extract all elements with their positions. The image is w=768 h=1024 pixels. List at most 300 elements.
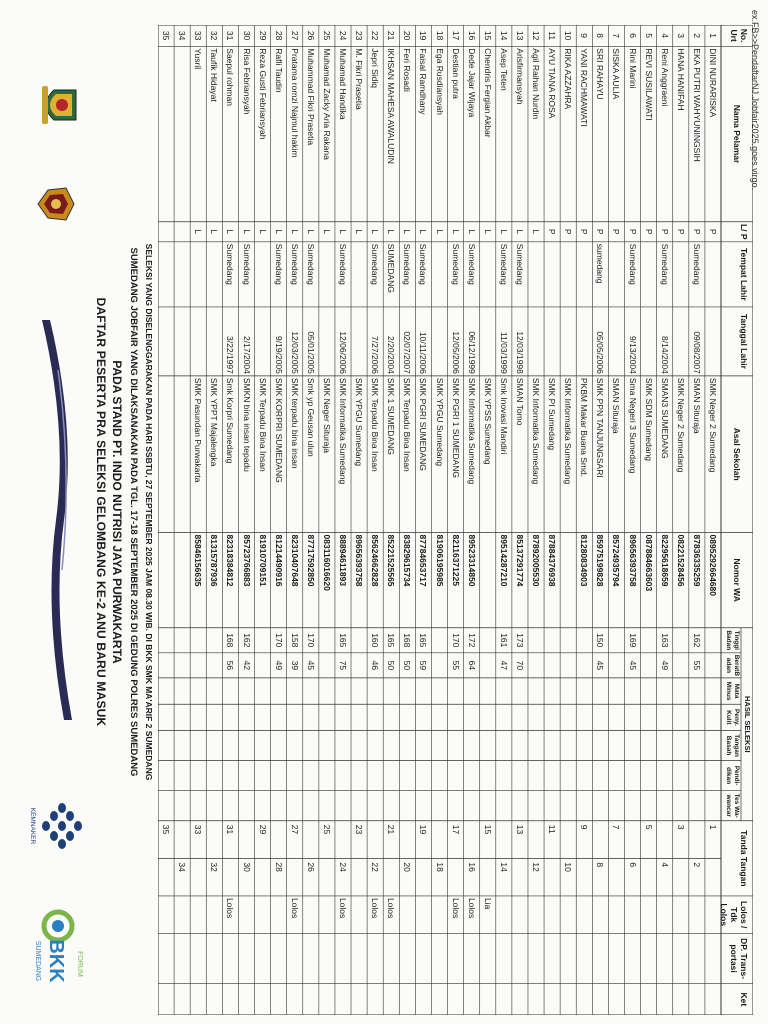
cell-wa: 85846156635 xyxy=(193,534,204,587)
cell-lp: L xyxy=(402,229,413,235)
cell-wa: 85624662828 xyxy=(370,534,381,587)
cell-wa: 85137291774 xyxy=(514,534,525,587)
cell-wa: 82116371225 xyxy=(450,534,461,587)
cell-lp: L xyxy=(289,229,300,235)
cell-nama: Faisal Ramdhany xyxy=(418,48,429,115)
cell-nama: Pratama romzi Najmul hakim xyxy=(289,48,300,158)
cell-wa: 81906195985 xyxy=(434,534,445,587)
column-header-wa: Nomor WA xyxy=(732,558,742,602)
signature-slot-number: 14 xyxy=(498,862,509,872)
signature-slot-number: 32 xyxy=(209,862,220,872)
cell-no: 19 xyxy=(418,30,429,41)
signature-slot-number: 21 xyxy=(386,824,397,835)
cell-nama: Rafli Taudin xyxy=(273,48,284,93)
cell-no: 17 xyxy=(450,30,461,41)
cell-no: 13 xyxy=(514,30,525,41)
column-header-ket: Ket xyxy=(739,992,749,1007)
signature-slot-number: 22 xyxy=(370,862,381,872)
cell-no: 9 xyxy=(579,33,590,39)
cell-tgl: 9/19/2005 xyxy=(273,336,284,374)
bkk-text: BKK xyxy=(45,939,67,983)
cell-nama: M. Fikri Prasetia xyxy=(354,48,365,110)
signature-slot-number: 4 xyxy=(659,862,670,868)
cell-no: 15 xyxy=(482,30,493,41)
cell-tgl xyxy=(560,309,576,374)
cell-wa: 88894611893 xyxy=(338,534,349,587)
signature-slot-number: 16 xyxy=(466,862,477,872)
cell-tgl: 8/14/2004 xyxy=(659,336,670,374)
cell-no: 31 xyxy=(225,30,236,41)
cell-lp: L xyxy=(514,229,525,235)
cell-nama: Feri Rosadi xyxy=(402,48,413,92)
cell-nama: IKHSAN MAHESA AWALUDIN xyxy=(386,48,397,164)
cell-no: 7 xyxy=(611,33,622,39)
cell-tempat: SUMEDANG xyxy=(386,243,397,293)
signature-slot-number: 17 xyxy=(450,824,461,835)
cell-tempat: sumedang xyxy=(595,243,606,284)
column-header-tangan: Tangan Basah xyxy=(725,734,740,757)
cell-lp: L xyxy=(466,229,477,235)
cell-tempat xyxy=(705,244,721,305)
cell-tb xyxy=(608,630,624,651)
cell-nama: Chendris Fergian Akbar xyxy=(482,48,493,138)
cell-tempat: Sumedang xyxy=(691,243,702,285)
cell-sekolah xyxy=(158,378,174,531)
cell-tgl: 12/03/2005 xyxy=(289,331,300,374)
cell-lolos xyxy=(544,898,560,932)
cell-no: 10 xyxy=(563,30,574,41)
cell-no: 30 xyxy=(241,30,252,41)
cell-bb: 70 xyxy=(514,660,525,671)
cell-wa: 89656393758 xyxy=(354,534,365,587)
cell-bb xyxy=(673,655,689,676)
doc-title-line4: SELEKSI YANG DISELENGGARAKAN PADA HARI SSBTU, 27 SEPTEMBER 2025 JAM 08.30 WIB. DI BKK SMK MA'ARIF 2 SUMEDANG xyxy=(144,243,154,781)
signature-slot-number: 6 xyxy=(627,862,638,868)
cell-lolos: Lolos xyxy=(386,897,397,919)
sumedang-regency-crest-icon xyxy=(36,82,82,128)
cell-no: 5 xyxy=(643,33,654,39)
cell-tgl: 09/08/2007 xyxy=(691,331,702,374)
cell-no: 2 xyxy=(691,33,702,39)
cell-nama: Asep Teten xyxy=(498,48,509,91)
cell-tempat: Sumedang xyxy=(498,243,509,285)
cell-nama: Arisfirmansyah xyxy=(514,48,525,105)
cell-lp: P xyxy=(547,228,558,235)
cell-sekolah: SMK Pasundan Purwakarta xyxy=(193,377,204,483)
signature-slot-number: 28 xyxy=(273,862,284,872)
cell-lp: L xyxy=(338,229,349,235)
cell-lolos xyxy=(174,898,190,932)
column-header-sekolah: Asal Sekolah xyxy=(732,427,742,481)
forum-bkk-logo-icon xyxy=(22,908,92,984)
signature-slot-number: 34 xyxy=(177,862,188,872)
cell-lp: L xyxy=(418,229,429,235)
cell-tempat xyxy=(576,244,592,305)
cell-nama: Taufik Hidayat xyxy=(209,48,220,102)
signature-slot-number: 7 xyxy=(611,824,622,830)
cell-bb: 49 xyxy=(659,660,670,671)
column-header-peny: Peny. Kulit xyxy=(725,708,740,726)
cell-bb: 49 xyxy=(273,660,284,671)
cell-lolos xyxy=(255,898,271,932)
signature-slot-number: 2 xyxy=(691,862,702,868)
cell-tempat: Sumedang xyxy=(241,243,252,285)
cell-tb: 165 xyxy=(418,633,429,648)
signature-slot-number: 25 xyxy=(321,824,332,835)
cell-lp: L xyxy=(531,229,542,235)
cell-tb xyxy=(351,630,367,651)
cell-no: 20 xyxy=(402,30,413,41)
cell-tempat xyxy=(544,244,560,305)
signature-slot-number: 26 xyxy=(305,862,316,872)
cell-tempat: Sumedang xyxy=(659,243,670,285)
cell-sekolah: SMK 1 SUMEDANG xyxy=(386,377,397,455)
cell-bb xyxy=(174,655,190,676)
signature-slot-number: 8 xyxy=(595,862,606,868)
cell-sekolah: SMK Neger 2 Sumedang xyxy=(708,377,718,473)
cell-tgl xyxy=(480,309,496,374)
cell-bb: 42 xyxy=(241,660,252,671)
cell-lp: L xyxy=(209,229,220,235)
cell-tempat: Sumedang xyxy=(402,243,413,285)
cell-no: 28 xyxy=(273,30,284,41)
cell-wa: 89656393758 xyxy=(627,534,638,587)
cell-tgl: 2/20/2004 xyxy=(386,336,397,374)
cell-lp: P xyxy=(563,228,574,235)
cell-tempat: Sumedang xyxy=(627,243,638,285)
cell-tgl: 3/22/1997 xyxy=(225,336,236,374)
cell-lolos xyxy=(673,898,689,932)
cell-tgl: 9/13/2004 xyxy=(627,336,638,374)
signature-slot-number: 18 xyxy=(434,862,445,872)
cell-tgl xyxy=(206,309,222,374)
cell-lolos xyxy=(319,898,335,932)
cell-nama xyxy=(158,48,174,219)
cell-no: 11 xyxy=(547,31,558,41)
cell-lolos xyxy=(592,898,608,932)
cell-tempat: Sumedang xyxy=(450,243,461,285)
cell-lp: P xyxy=(627,228,638,235)
cell-wa: 083116016620 xyxy=(321,534,332,591)
cell-wa xyxy=(560,535,576,626)
cell-sekolah: SMK Neger Situraja xyxy=(321,377,332,453)
signature-slot-number: 20 xyxy=(402,862,413,872)
cell-lp: L xyxy=(305,229,316,235)
cell-lp: L xyxy=(273,229,284,235)
cell-lolos xyxy=(415,898,431,932)
column-header-hasil: HASIL SELEKSI xyxy=(743,695,752,753)
cell-sekolah: SMK PGRI SUMEDANG xyxy=(418,377,429,471)
column-header-no: No. Urt xyxy=(729,28,749,43)
cell-lp: L xyxy=(450,229,461,235)
cell-lolos xyxy=(625,898,641,932)
cell-tempat: Sumedang xyxy=(418,243,429,285)
cell-bb xyxy=(641,655,657,676)
cell-wa xyxy=(158,535,174,626)
cell-sekolah: SMKN bina insan tepadu xyxy=(241,377,252,472)
cell-bb: 55 xyxy=(691,660,702,671)
cell-nama: SISKA AULIA xyxy=(611,48,622,100)
cell-no: 27 xyxy=(289,30,300,41)
cell-tempat xyxy=(608,244,624,305)
cell-tempat: Sumedang xyxy=(514,243,525,285)
column-header-tempat: Tempat Lahir xyxy=(739,248,749,301)
cell-lolos xyxy=(560,898,576,932)
cell-no: 18 xyxy=(434,30,445,41)
cell-no: 25 xyxy=(321,30,332,41)
column-header-lolos: Lolos / Tdk Lolos xyxy=(719,901,749,929)
cell-sekolah: SMK PGRI 1 SUMEDANG xyxy=(450,377,461,479)
cell-tb xyxy=(673,630,689,651)
signature-slot-number: 33 xyxy=(193,824,204,835)
cell-sekolah: SMK terpadu bina insan xyxy=(289,377,300,469)
cell-bb: 50 xyxy=(402,660,413,671)
cell-tb xyxy=(528,630,544,651)
cell-wa: 87884376938 xyxy=(547,534,558,587)
cell-lolos xyxy=(431,898,447,932)
cell-tempat xyxy=(431,244,447,305)
cell-wa: 85221525565 xyxy=(386,534,397,587)
cell-sekolah: SMK YPGU Sumedang xyxy=(434,377,445,467)
cell-nama: RIKA AZZAHRA xyxy=(563,48,574,110)
cell-nama: AYU TIANA ROSA xyxy=(547,48,558,119)
column-header-berat: BeratB adan xyxy=(725,654,740,677)
column-header-nama: Nama Pelamar xyxy=(732,104,742,164)
signature-slot-number: 31 xyxy=(225,824,236,835)
polres-badge-icon xyxy=(36,184,76,224)
cell-no: 8 xyxy=(595,33,606,39)
cell-lolos xyxy=(689,898,705,932)
column-header-tes: Tes Wa- wancar xyxy=(725,793,740,818)
cell-lolos xyxy=(399,898,415,932)
signature-slot-number: 15 xyxy=(482,824,493,835)
cell-nama: Muhamad Handika xyxy=(338,48,349,120)
cell-nama: SRI RAHAYU xyxy=(595,48,606,100)
cell-wa: 89523314850 xyxy=(466,534,477,587)
cell-nama: YANI RACHMAWATI xyxy=(579,48,590,127)
column-header-mata: Mata Minus xyxy=(725,681,740,701)
cell-nama: Reza Gusti Febriansyah xyxy=(257,48,268,140)
column-header-lp: L/ P xyxy=(739,223,749,240)
cell-nama: Yusril xyxy=(193,48,204,70)
column-header-transport: DP. Trans- portasi xyxy=(729,938,749,980)
cell-sekolah: SMK Informatika Sumedang xyxy=(531,377,542,485)
cell-tb: 161 xyxy=(498,633,509,648)
cell-lp: L xyxy=(482,229,493,235)
decorative-ribbon-icon xyxy=(38,310,78,730)
participant-table xyxy=(158,25,753,1015)
cell-wa: 0895292664680 xyxy=(708,534,718,596)
cell-lolos xyxy=(641,898,657,932)
cell-lp xyxy=(158,224,174,240)
cell-sekolah: SMK YPGU Sumedang xyxy=(354,377,365,467)
cell-bb xyxy=(206,655,222,676)
signature-slot-number: 10 xyxy=(563,862,574,872)
cell-wa: 82295618659 xyxy=(659,534,670,587)
signature-slot-number: 19 xyxy=(418,824,429,835)
cell-lp: L xyxy=(257,229,268,235)
cell-bb xyxy=(480,655,496,676)
cell-no: 4 xyxy=(659,33,670,39)
signature-slot-number: 27 xyxy=(289,824,300,835)
cell-tb xyxy=(705,630,721,651)
cell-lp: L xyxy=(354,229,365,235)
cell-lolos xyxy=(608,898,624,932)
cell-tb xyxy=(576,630,592,651)
signature-slot-number: 35 xyxy=(161,824,172,835)
cell-lolos: Lolos xyxy=(370,897,381,919)
signature-slot-number: 5 xyxy=(643,824,654,830)
cell-tempat: Sumedang xyxy=(225,243,236,285)
cell-lolos xyxy=(528,898,544,932)
cell-wa: 89514287210 xyxy=(498,534,509,587)
cell-no: 29 xyxy=(257,30,268,41)
cell-tempat: Sumedang xyxy=(338,243,349,285)
doc-title-line2: PADA STAND PT. INDO NUTRISI JAYA PURWAKARTA xyxy=(110,360,124,664)
cell-nama: Rini Marini xyxy=(627,48,638,89)
cell-lp: L xyxy=(225,229,236,235)
signature-slot-number: 29 xyxy=(257,824,268,835)
cell-lp: P xyxy=(579,228,590,235)
cell-sekolah: SMAN Tomo xyxy=(514,377,525,426)
cell-tb xyxy=(174,630,190,651)
cell-sekolah: PKBM Makar Buana Smd. xyxy=(579,377,590,478)
cell-wa: 87784653717 xyxy=(418,534,429,587)
cell-tempat: Sumedang xyxy=(466,243,477,285)
cell-no: 24 xyxy=(338,30,349,41)
cell-tb: 170 xyxy=(450,633,461,648)
cell-tb: 168 xyxy=(402,633,413,648)
cell-no: 12 xyxy=(531,30,542,41)
cell-tgl: 11/03/1999 xyxy=(498,331,509,374)
cell-tb: 165 xyxy=(338,633,349,648)
cell-bb: 55 xyxy=(450,660,461,671)
cell-bb: 45 xyxy=(595,660,606,671)
cell-wa: 08221528456 xyxy=(675,534,686,587)
kemnaker-text: KEMNAKER xyxy=(29,807,36,845)
cell-sekolah: SMK Terpadu Bina Insan xyxy=(257,377,268,472)
cell-lolos xyxy=(657,898,673,932)
cell-tb: 150 xyxy=(595,633,606,648)
cell-sekolah xyxy=(174,378,190,531)
cell-tgl xyxy=(705,309,721,374)
cell-bb: 45 xyxy=(305,660,316,671)
cell-lp: L xyxy=(498,229,509,235)
cell-bb: 50 xyxy=(386,660,397,671)
cell-tempat: Sumedang xyxy=(289,243,300,285)
cell-sekolah: Smk Inovasi Mandiri xyxy=(498,377,509,455)
signature-slot-number: 1 xyxy=(708,824,718,830)
cell-lp: L xyxy=(434,229,445,235)
cell-nama: Reni Anggraeni xyxy=(659,48,670,107)
cell-lolos xyxy=(271,898,287,932)
cell-tempat xyxy=(673,244,689,305)
cell-tgl: 2/17/2004 xyxy=(241,336,252,374)
cell-no: 23 xyxy=(354,30,365,41)
cell-sekolah: SMK Informatika Sumedang xyxy=(466,377,477,485)
cell-wa: 81315787936 xyxy=(209,534,220,587)
cell-no: 1 xyxy=(708,33,718,39)
cell-tb xyxy=(431,630,447,651)
cell-tgl xyxy=(351,309,367,374)
cell-no: 33 xyxy=(193,30,204,41)
bkk-sub-text: SUMEDANG xyxy=(34,940,41,982)
cell-lolos xyxy=(190,898,206,932)
cell-tgl xyxy=(319,309,335,374)
cell-lolos: Lolos xyxy=(450,897,461,919)
cell-tb: 158 xyxy=(289,633,300,648)
cell-lolos xyxy=(238,898,254,932)
cell-tgl: 7/27/2006 xyxy=(370,336,381,374)
cell-sekolah: Sma Negeri 3 Sumedang xyxy=(627,377,638,474)
doc-title-line1: DAFTAR PESERTA PRA SELEKSI GELOMBANG KE-2 ANU BARU MASUK xyxy=(94,297,108,727)
signature-slot-number: 24 xyxy=(338,862,349,872)
cell-lolos: Lolos xyxy=(225,897,236,919)
cell-nama: REVI SUSILAWATI xyxy=(643,48,654,121)
bkk-forum-text: FORUM xyxy=(76,951,83,977)
cell-no: 34 xyxy=(177,30,188,41)
cell-tb xyxy=(158,630,174,651)
cell-lp: L xyxy=(370,229,381,235)
doc-title-line3: SUMEDANG JOBFAIR YANG DILAKSANAKAN PADA TGL. 17-18 SEPTEMBER 2025 DI GEDUNG POLRES SUMEDANG xyxy=(128,247,139,777)
cell-lolos xyxy=(158,898,174,932)
cell-sekolah: SMK Terpadu Bina Insan xyxy=(402,377,413,472)
cell-bb: 64 xyxy=(466,660,477,671)
cell-nama: Dede Jajar Wijaya xyxy=(466,48,477,118)
cell-sekolah: SMK YPSS Sumedang xyxy=(482,377,493,465)
column-header-tinggi: Tinggi Badan xyxy=(725,630,740,651)
cell-bb: 75 xyxy=(338,660,349,671)
cell-nama xyxy=(174,48,190,219)
cell-tb xyxy=(319,630,335,651)
cell-no: 26 xyxy=(305,30,316,41)
cell-lp: L xyxy=(321,229,332,235)
cell-wa: 81214490916 xyxy=(273,534,284,587)
cell-tgl xyxy=(528,309,544,374)
cell-wa: 85975199828 xyxy=(595,534,606,587)
cell-bb xyxy=(528,655,544,676)
cell-sekolah: SMK PI Sumedang xyxy=(547,377,558,451)
cell-bb xyxy=(255,655,271,676)
cell-bb: 46 xyxy=(370,660,381,671)
cell-lolos: Lia xyxy=(482,897,493,910)
cell-lolos xyxy=(512,898,528,932)
cell-tb: 162 xyxy=(241,633,252,648)
cell-tgl xyxy=(190,309,206,374)
cell-wa: 87892005530 xyxy=(531,534,542,587)
cell-tgl: 10/11/2006 xyxy=(418,331,429,374)
cell-tempat: Sumedang xyxy=(273,243,284,285)
cell-tb: 160 xyxy=(370,633,381,648)
cell-wa: 81910709151 xyxy=(257,534,268,587)
cell-tempat xyxy=(174,244,190,305)
cell-sekolah: Smk yp Geusan ulun xyxy=(305,377,316,457)
cell-tgl: 05/01/2005 xyxy=(305,331,316,374)
cell-wa: 81280834903 xyxy=(579,534,590,587)
cell-lolos: Lolos xyxy=(289,897,300,919)
cell-no: 16 xyxy=(466,30,477,41)
cell-nama: Muhammad Fikri Prasetia xyxy=(305,48,316,146)
cell-sekolah: SMK Informatika Sumedang xyxy=(338,377,349,485)
cell-lp: P xyxy=(708,228,718,235)
cell-tb: 170 xyxy=(305,633,316,648)
cell-bb xyxy=(608,655,624,676)
cell-no: 32 xyxy=(209,30,220,41)
cell-tempat xyxy=(319,244,335,305)
cell-sekolah: SMAN3 SUMEDANG xyxy=(659,377,670,459)
cell-bb xyxy=(544,655,560,676)
signature-slot-number: 13 xyxy=(514,824,525,835)
